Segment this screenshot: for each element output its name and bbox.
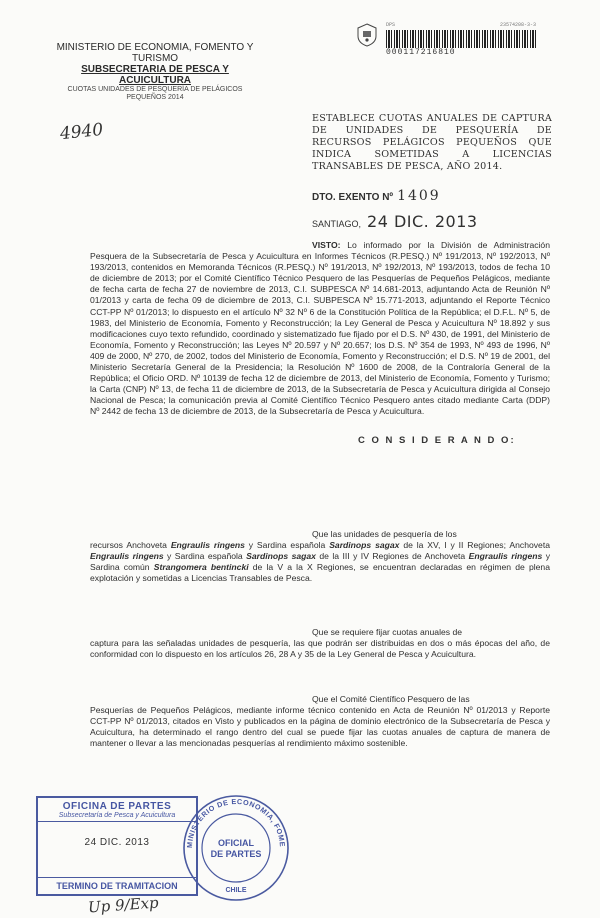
barcode-caption-left: DPS xyxy=(386,22,396,28)
considerando-paragraph-1 xyxy=(90,529,550,584)
visto-label: VISTO: xyxy=(312,240,341,250)
header-subject-line-1: CUOTAS UNIDADES DE PESQUERÍA DE PELÁGICOS xyxy=(67,86,243,93)
subsecretaria-line-2: ACUICULTURA xyxy=(118,75,192,86)
para1-body xyxy=(90,540,550,584)
para1-text: de la III y IV Regiones de Anchoveta xyxy=(315,551,469,562)
barcode-number: 000117216810 xyxy=(386,48,456,57)
ministry-line-2: TURISMO xyxy=(131,53,179,64)
decree-number-label: DTO. EXENTO Nº xyxy=(312,192,394,203)
header-subject-line-2: PEQUEÑOS 2014 xyxy=(126,94,184,101)
species-name: Sardinops sagax xyxy=(246,551,316,562)
considerando-heading: C O N S I D E R A N D O: xyxy=(358,435,516,446)
species-name: Sardinops sagax xyxy=(329,540,400,551)
government-seal-icon xyxy=(354,22,380,48)
para2-lead: Que se requiere fijar cuotas anuales de xyxy=(312,627,463,637)
para1-lead: Que las unidades de pesquería de los xyxy=(312,529,457,539)
ministry-round-stamp-icon xyxy=(178,792,294,904)
ministry-line-1: MINISTERIO DE ECONOMIA, FOMENTO Y xyxy=(56,42,254,53)
para1-text: recursos Anchoveta xyxy=(90,540,171,551)
subsecretaria-line-1: SUBSECRETARIA DE PESCA Y xyxy=(81,64,229,75)
visto-paragraph xyxy=(90,240,550,418)
handwritten-document-id: 4940 xyxy=(59,119,105,145)
decree-number-line xyxy=(312,188,441,204)
round-stamp-bottom: CHILE xyxy=(225,887,247,894)
document-barcode xyxy=(386,22,544,56)
species-name: Engraulis ringens xyxy=(170,540,245,551)
species-name: Strangomera bentincki xyxy=(153,562,249,573)
barcode-caption-right: 23574208-3-3 xyxy=(499,22,536,28)
oficina-partes-stamp xyxy=(36,796,198,896)
stamp-title: OFICINA DE PARTES xyxy=(62,801,172,812)
stamp-date: 24 DIC. 2013 xyxy=(84,837,150,848)
para3-lead: Que el Comité Científico Pesquero de las xyxy=(312,694,470,704)
decree-date: 24 DIC. 2013 xyxy=(367,212,478,231)
para1-text: y Sardina española xyxy=(163,551,247,562)
round-stamp-ring-text: MINISTERIO DE ECONOMIA, FOME xyxy=(184,796,288,849)
considerando-paragraph-3 xyxy=(90,694,550,749)
para3-body: Pesquerías de Pequeños Pelágicos, mediante informe técnico contenido en Acta de Reunión Nº 01/2013 y Reporte CCT-PP Nº 01/2013, citados en Visto y publicados en la página de dominio electrónico de la Subsecretaría de Pesca y Acuicultura, ha determinado el rango dentro del cual se puede fijar las cuotas anuales de captura de manera de mantener o llevar a las mencionadas pesquerías al rendimiento máximo sostenible. xyxy=(90,705,550,749)
para1-text: y Sardina común xyxy=(90,551,550,573)
decree-place: SANTIAGO, xyxy=(312,219,362,229)
round-stamp-center-2: DE PARTES xyxy=(210,849,262,859)
para1-text: y Sardina española xyxy=(244,540,330,551)
stamp-subtitle: Subsecretaría de Pesca y Acuicultura xyxy=(38,812,196,822)
considerando-paragraph-2 xyxy=(90,627,550,660)
round-stamp-center-1: OFICIAL xyxy=(218,838,254,848)
para2-body: captura para las señaladas unidades de pesquería, las que podrán ser distribuidas en dos o más épocas del año, de conformidad con lo dispuesto en los artículos 26, 28 A y 35 de la Ley General de Pesca y Acuicultura. xyxy=(90,638,550,660)
decree-date-line xyxy=(312,212,478,231)
para1-text: de la XV, I y II Regiones; Anchoveta xyxy=(399,540,550,551)
species-name: Engraulis ringens xyxy=(90,551,164,562)
barcode-caption xyxy=(386,22,536,28)
species-name: Engraulis ringens xyxy=(468,551,543,562)
ministry-header xyxy=(30,42,280,102)
decree-number: 1409 xyxy=(397,188,441,204)
stamp-footer: TERMINO DE TRAMITACION xyxy=(38,877,196,894)
para1-text: de la V a la X Regiones, se encuentran declaradas en régimen de plena explotación y sometidas a Licencias Transables de Pesca. xyxy=(90,562,550,584)
handwritten-note: Up 9/Exp xyxy=(87,893,160,917)
decree-title: ESTABLECE CUOTAS ANUALES DE CAPTURA DE UNIDADES DE PESQUERÍA DE RECURSOS PELÁGICOS PEQUEÑOS QUE INDICA SOMETIDAS A LICENCIAS TRANSABLES DE PESCA, AÑO 2014. xyxy=(312,113,552,172)
visto-text: Lo informado por la División de Administración Pesquera de la Subsecretaría de Pesca y Acuicultura en Informes Técnicos (R.PESQ.) Nº 191/2013, Nº 192/2013, Nº 193/2013, contenidos en Memoranda Técnicos (R.PESQ.) Nº 191/2013, Nº 192/2013, Nº 193/2013, todos de fecha 10 de diciembre de 2013; por el Comité Científico Técnico Pesquero de las Pesquerías de Pequeños Pelágicos, mediante de fecha carta de fecha 27 de noviembre de 2013, C.I. SUBPESCA Nº 14.681-2013, adjuntando Acta de Reunión Nº 01/2013 y carta de fecha 09 de diciembre de 2013, C.I. SUBPESCA Nº 15.771-2013, adjuntando el Reporte Técnico CCT-PP Nº 01/2013; lo dispuesto en el artículo Nº 32 Nº 6 de la Constitución Política de la República; el D.F.L. Nº 5, de 1983, del Ministerio de Economía, Fomento y Reconstrucción; la Ley General de Pesca y Acuicultura Nº 18.892 y sus modificaciones cuyo texto refundido, coordinado y sistematizado fue fijado por el D.S. Nº 430, de 1991, del Ministerio de Economía, Fomento y Reconstrucción; las Leyes Nº 20.597 y Nº 20.657; los D.S. Nº 354 de 1993, Nº 493 de 1996, Nº 409 de 2000, Nº 270, de 2002, todos del Ministerio de Economía, Fomento y Reconstrucción; el D.S. Nº 19 de 2001, del Ministerio Secretaría General de la Presidencia; la Resolución Nº 1600 de 2008, de la Contraloría General de la República; el Oficio ORD. Nº 10139 de fecha 12 de diciembre de 2013, del Ministerio de Economía, Fomento y Turismo; la Carta (CNP) Nº 13, de fecha 11 de diciembre de 2013, de la Subsecretaría de Pesca y Acuicultura dirigida al Consejo Nacional de Pesca; la comunicación previa al Comité Científico Técnico Pesquero antes citado mediante Carta (DDP) Nº 2442 de fecha 13 de diciembre de 2013, de la Subsecretaría de Pesca y Acuicultura. xyxy=(90,240,550,417)
barcode-bars xyxy=(386,30,536,48)
